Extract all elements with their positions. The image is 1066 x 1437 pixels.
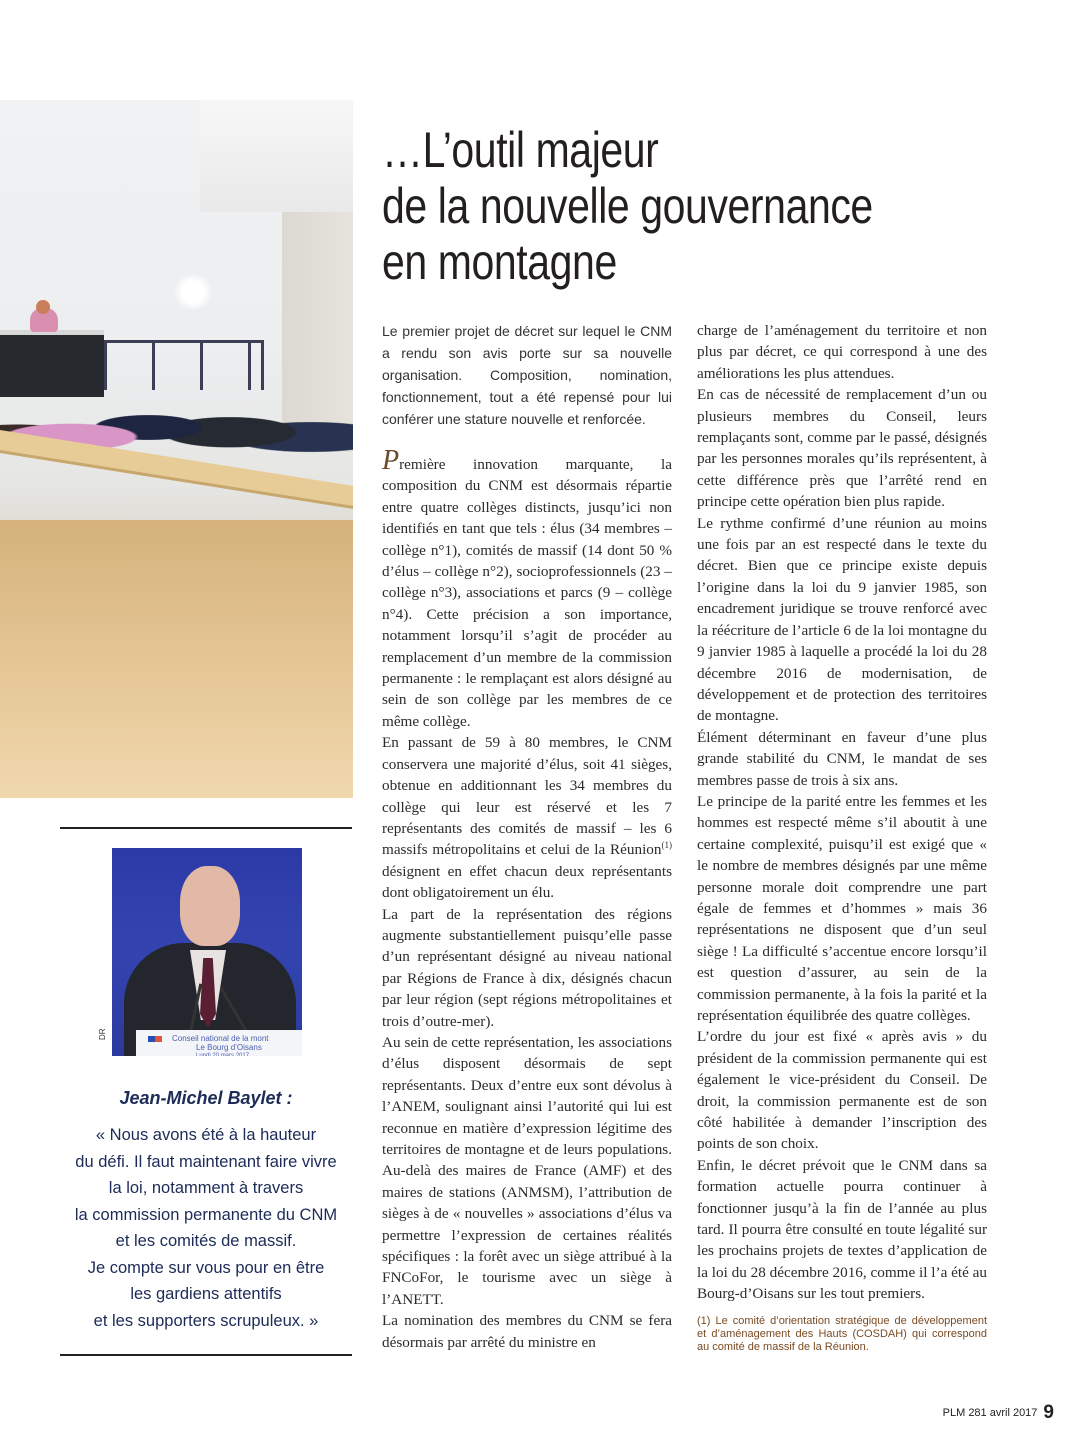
photo-floor <box>0 520 353 798</box>
portrait-photo <box>112 848 302 1056</box>
page-number: 9 <box>1043 1402 1054 1423</box>
footnote-ref: (1) <box>661 840 672 851</box>
article-column-2 <box>697 320 987 1305</box>
quote-author: Jean-Michel Baylet : <box>119 1088 293 1108</box>
republic-logo-icon <box>148 1036 162 1042</box>
podium-sign-text: Conseil national de la mont Le Bourg d’Oisans Lundi 20 mars 2017 <box>172 1034 269 1056</box>
paragraph: Le rythme confirmé d’une réunion au moins une fois par an est respecté dans le texte du décret. Bien que ce principe existe depuis l’origine dans la loi du 9 janvier 1985, son encadrement juridique se trouve renforcé avec la réécriture de l’article 6 de la loi montagne du 9 janvier 1985 à laquelle a procédé la loi du 28 décembre 2016 de modernisation, de développement et de protection des territoires de montagne. <box>697 514 987 725</box>
issue-label: PLM 281 avril 2017 <box>942 1407 1038 1419</box>
article-title <box>382 122 907 290</box>
meeting-photo <box>0 100 353 798</box>
article-lead: Le premier projet de décret sur lequel le CNM a rendu son avis porte sur sa nouvelle organisation. Composition, nomination, fonctionnement, tout a été repensé pour lui conférer une stature nouvelle et renforcée. <box>382 323 672 427</box>
quote-text: « Nous avons été à la hauteur du défi. Il faut maintenant faire vivre la loi, notamment à travers la commission permanente du CNM et les comités de massif. Je compte sur vous pour en être les gardiens attentifs et les supporters scrupuleux. » <box>74 1126 338 1330</box>
paragraph: Première innovation marquante, la composition du CNM est désormais répartie entre quatre collèges distincts, jusqu’ici non identifiés en tant que tels : élus (34 membres – collège n°1), comités de massif (14 dont 50 % d’élus – collège n°2), socioprofessionnels (23 – collège n°3), associations et parcs (9 – collège n°4). Cette précision a son importance, notamment lorsqu’il s’agit de procéder au remplacement d’un membre de la commission permanente : le remplaçant est alors désigné au sein de son collège par les membres de ce même collège. <box>382 445 672 730</box>
title-line-1: …L’outil majeur <box>382 122 659 178</box>
photo-credit: DR <box>98 1028 107 1040</box>
paragraph: En cas de nécessité de remplacement d’un ou plusieurs membres du Conseil, leurs remplaçants sont, comme par le passé, désignés par les personnes morales qu’ils représentent, à cette différence près que l’arrêté rend en principe cette opération bien plus rapide. <box>697 386 987 511</box>
footnote: (1) Le comité d’orientation stratégique de développement et d’aménagement des Hauts (COSDAH) qui correspond au comité de massif de la Réunion. <box>697 1315 987 1353</box>
paragraph: charge de l’aménagement du territoire et non plus par décret, ce qui correspond à une des améliorations les plus attendues. <box>697 322 987 382</box>
title-line-3: en montagne <box>382 234 617 290</box>
paragraph: Enfin, le décret prévoit que le CNM dans sa formation actuelle pourra continuer à fonctionner jusqu’à la fin de l’année au plus tard. Il pourra être consulté en toute légalité sur les prochains projets de textes d’application de la loi du 28 décembre 2016, comme il l’a été au Bourg-d’Oisans sur les tout premiers. <box>697 1156 987 1303</box>
paragraph: L’ordre du jour est fixé « après avis » du président de la commission permanente qui est également le vice-président du Conseil. De droit, la commission permanente est de son côté habilitée à demander l’inscription des points de son choix. <box>697 1028 987 1153</box>
paragraph: En passant de 59 à 80 membres, le CNM conservera une majorité d’élus, soit 41 sièges, obtenue en additionnant les 34 membres du collège qui leur est réservé et les 7 représentants des comités de massif – les 6 massifs métropolitains et celui de la Réunion$^{(1)}$ désignent en effet chacun deux représentants dont obligatoirement un élu. <box>382 734 672 902</box>
title-line-2: de la nouvelle gouvernance <box>382 178 873 234</box>
paragraph: La nomination des membres du CNM se fera désormais par arrêté du ministre en <box>382 1312 672 1351</box>
drop-cap: P <box>382 445 400 476</box>
divider-top <box>60 827 352 829</box>
photo-light <box>172 275 214 309</box>
paragraph: Le principe de la parité entre les femmes et les hommes est respecté même s’il aboutit à une certaine complexité, puisqu’il est exigé que « le nombre de membres désignés par une même personne morale doit comprendre une part égale de femmes et d’hommes » mais 36 représentations ne disposent que d’un seul siège ! La difficulté s’accentue encore lorsqu’il est question d’assurer, au sein de la commission permanente, à la fois la parité et la représentation équilibrée des quatre collèges. <box>697 792 987 1024</box>
portrait-head <box>180 866 240 946</box>
article-column-1 <box>382 445 672 1353</box>
photo-ceiling <box>200 100 353 212</box>
photo-speaker-head <box>36 300 50 314</box>
paragraph: La part de la représentation des régions augmente substantiellement puisqu’elle passe d’un représentant désigné au niveau national par Régions de France à dix, désignés chacun par leur région (sept régions métropolitaines et trois d’outre-mer). <box>382 905 672 1030</box>
divider-bottom <box>60 1354 352 1356</box>
paragraph: Élément déterminant en faveur d’une plus grande stabilité du CNM, le mandat de ses membres passe de trois à six ans. <box>697 728 987 789</box>
paragraph: Au sein de cette représentation, les associations d’élus disposent désormais de sept représentants. Deux d’entre eux sont dévolus à l’ANEM, soulignant ainsi l’autorité qui lui est reconnue en matière d’expression légitime des territoires de montagne et de leurs populations. Au-delà des maires de France (AMF) et des maires de stations (ANMSM), l’attribution de sièges à de « nouvelles » associations d’élus va permettre l’expression de certaines réalités spécifiques : la forêt avec un siège attribué à la FNCoFor, le tourisme avec un siège à l’ANETT. <box>382 1033 672 1308</box>
page-folio <box>943 1402 1054 1424</box>
